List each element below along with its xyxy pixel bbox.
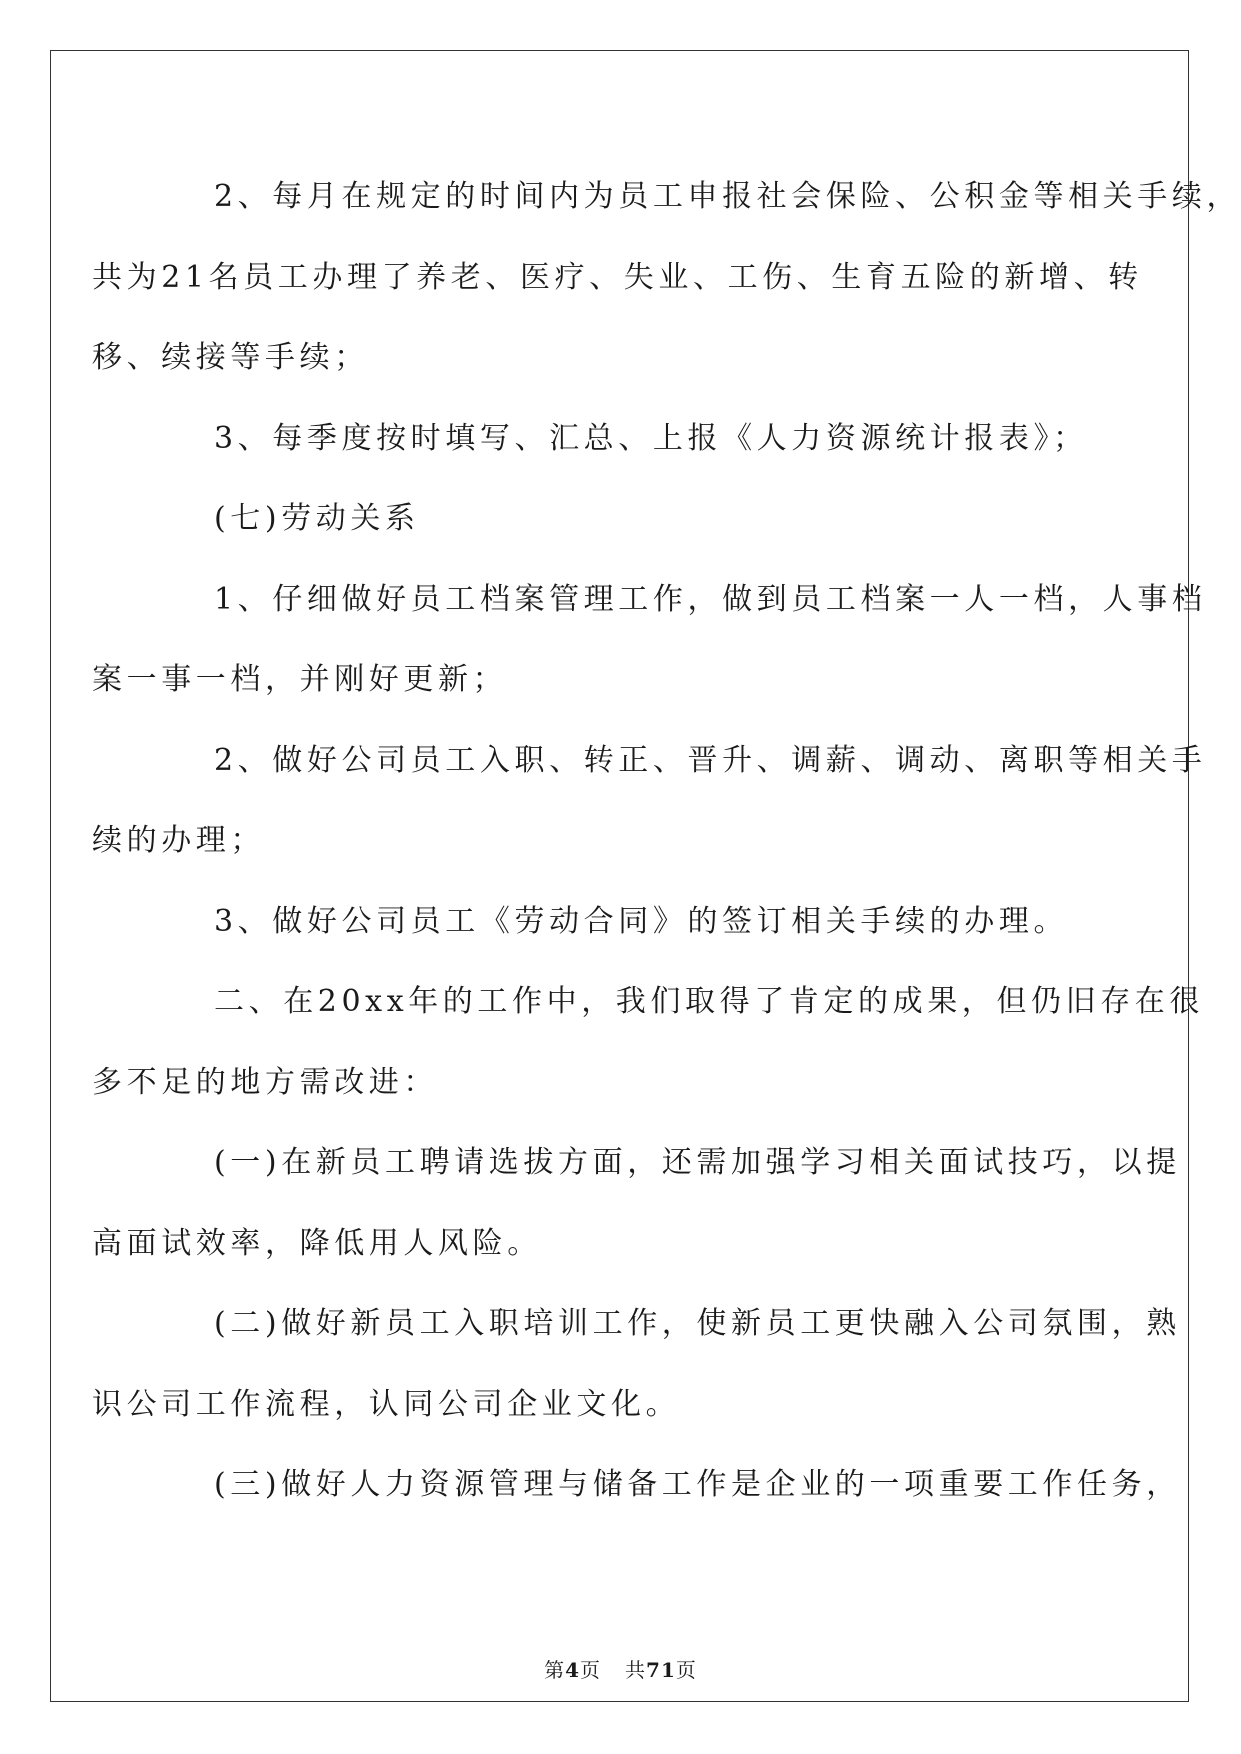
page-label-prefix: 第 (544, 1658, 566, 1682)
paragraph-labor-contract (153, 882, 1088, 963)
text-line: 2、每月在规定的时间内为员工申报社会保险、公积金等相关手续， (214, 179, 1241, 214)
paragraph-onboarding-procedures (92, 721, 1207, 882)
text-line: 2、做好公司员工入职、转正、晋升、调薪、调动、离职等相关手 (214, 742, 1207, 778)
text-line: 二、在20xx年的工作中，我们取得了肯定的成果，但仍旧存在很 (214, 984, 1205, 1019)
text-line: 高面试效率，降低用人风险。 (92, 1225, 542, 1261)
total-label-suffix: 页 (675, 1658, 697, 1682)
paragraph-hr-reserve (153, 1445, 1181, 1526)
paragraph-employee-files (92, 560, 1207, 721)
paragraph-hr-report (153, 399, 1088, 480)
text-line: 续的办理； (92, 823, 265, 858)
text-line: 1、仔细做好员工档案管理工作，做到员工档案一人一档，人事档 (214, 581, 1207, 617)
section-heading-labor-relations (153, 479, 1088, 560)
text-line: (一)在新员工聘请选拔方面，还需加强学习相关面试技巧，以提 (214, 1145, 1181, 1180)
text-line: 案一事一档，并刚好更新； (92, 662, 508, 697)
text-line: 识公司工作流程，认同公司企业文化。 (92, 1386, 681, 1422)
text-line: (三)做好人力资源管理与储备工作是企业的一项重要工作任务， (214, 1467, 1181, 1502)
text-line: 3、每季度按时填写、汇总、上报《人力资源统计报表》； (214, 420, 1088, 456)
total-pages: 71 (646, 1658, 676, 1682)
paragraph-training (92, 1284, 1181, 1445)
text-line: (二)做好新员工入职培训工作，使新员工更快融入公司氛围，熟 (214, 1306, 1181, 1341)
page-footer (0, 1654, 1241, 1683)
text-line: 移、续接等手续； (92, 340, 369, 375)
text-line: 3、做好公司员工《劳动合同》的签订相关手续的办理。 (214, 903, 1069, 939)
total-label-prefix: 共 (625, 1658, 647, 1682)
paragraph-improvements-intro (92, 962, 1205, 1123)
paragraph-social-insurance (92, 157, 1241, 399)
page-label-suffix: 页 (580, 1658, 602, 1682)
text-line: 多不足的地方需改进： (92, 1064, 438, 1100)
page-number: 4 (565, 1658, 581, 1682)
text-line: (七)劳动关系 (214, 501, 420, 536)
paragraph-recruitment (92, 1123, 1181, 1284)
text-line: 共为21名员工办理了养老、医疗、失业、工伤、生育五险的新增、转 (92, 259, 1143, 295)
document-body (92, 157, 1241, 1526)
